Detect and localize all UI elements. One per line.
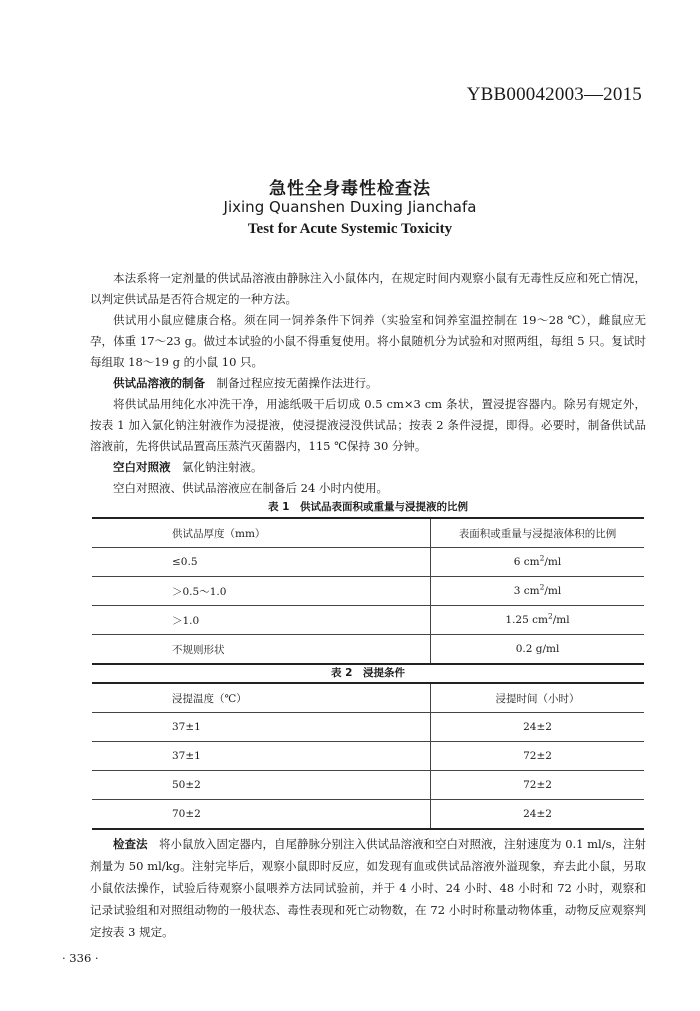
table2-extraction-conditions — [92, 682, 644, 830]
table1-cell-ratio — [431, 635, 645, 665]
table1-cell-thickness: ≤0.5 — [92, 548, 431, 577]
table1-cell-ratio — [431, 548, 645, 577]
table1-ratio — [92, 517, 644, 665]
ratio-sup: 2 — [547, 611, 553, 621]
table-row — [92, 742, 644, 771]
blank-control-heading: 空白对照液 — [113, 460, 171, 474]
table-row — [92, 635, 644, 665]
standard-code: YBB00042003—2015 — [466, 84, 642, 105]
table1-cell-thickness: ＞1.0 — [92, 606, 431, 635]
preparation-heading: 供试品溶液的制备 — [113, 376, 205, 390]
table2-cell-temperature: 37±1 — [92, 742, 431, 771]
method-heading: 检查法 — [113, 837, 148, 851]
paragraph-method — [90, 833, 646, 943]
ratio-value: 0.2 g/ml — [515, 643, 560, 655]
table1-cell-ratio — [431, 606, 645, 635]
title-pinyin: Jixing Quanshen Duxing Jianchafa — [223, 198, 477, 216]
paragraph-blank-control — [90, 457, 646, 478]
table-row — [92, 577, 644, 606]
paragraph-animals: 供试用小鼠应健康合格。须在同一饲养条件下饲养（实验室和饲养室温控制在 19～28 ℃），雌鼠应无孕，体重 17～23 g。做过本试验的小鼠不得重复使用。将小鼠随机分为试验和对照两组，每组 5 只。复试时每组取 18～19 g 的小鼠 10 只。 — [90, 313, 646, 369]
paragraph-usage-time: 空白对照液、供试品溶液应在制备后 24 小时内使用。 — [113, 481, 388, 495]
table1-cell-ratio — [431, 577, 645, 606]
table-row — [92, 800, 644, 830]
preparation-text: 制备过程应按无菌操作法进行。 — [216, 376, 378, 390]
ratio-sup: 2 — [539, 553, 545, 563]
table1-cell-thickness: 不规则形状 — [92, 635, 431, 665]
table2-cell-time: 72±2 — [431, 771, 645, 800]
table2-header-row — [92, 683, 644, 713]
method-text: 将小鼠放入固定器内，自尾静脉分别注入供试品溶液和空白对照液，注射速度为 0.1 ml/s，注射剂量为 50 ml/kg。注射完毕后，观察小鼠即时反应，如发现有血或供试品溶液外溢现象，弃去此小鼠，另取小鼠依法操作，试验后待观察小鼠喂养方法同试验前，并于 4 小时、24 小时、48 小时和 72 小时，观察和记录试验组和对照组动物的一般状态、毒性表现和死亡动物数，在 72 小时时称量动物体重，动物反应观察判定按表 3 规定。 — [90, 837, 647, 939]
table1-header-ratio: 表面积或重量与浸提液体积的比例 — [431, 518, 645, 548]
ratio-value: 3 cm — [513, 585, 540, 597]
table-row — [92, 771, 644, 800]
table2-caption: 表 2 浸提条件 — [331, 667, 405, 679]
table-row — [92, 606, 644, 635]
paragraph-preparation — [90, 373, 646, 394]
blank-control-text: 氯化钠注射液。 — [182, 460, 263, 474]
table2-header-temperature: 浸提温度（℃） — [92, 683, 431, 713]
ratio-unit: /ml — [552, 614, 570, 626]
title-english: Test for Acute Systemic Toxicity — [247, 221, 453, 237]
table-row — [92, 713, 644, 742]
table2-cell-time: 24±2 — [431, 713, 645, 742]
ratio-sup: 2 — [539, 582, 545, 592]
table2-cell-temperature: 70±2 — [92, 800, 431, 830]
method-section — [90, 833, 646, 943]
paragraph-extraction: 将供试品用纯化水冲洗干净，用滤纸吸干后切成 0.5 cm×3 cm 条状，置浸提容器内。除另有规定外，按表 1 加入氯化钠注射液作为浸提液，使浸提液浸没供试品；按表 2 条件浸提，即得。必要时，制备供试品溶液前，先将供试品置高压蒸汽灭菌器内，115 ℃保持 30 分钟。 — [90, 397, 646, 453]
table2-cell-temperature: 50±2 — [92, 771, 431, 800]
table1-header-row — [92, 518, 644, 548]
table1-header-thickness: 供试品厚度（mm） — [92, 518, 431, 548]
table2-cell-time: 24±2 — [431, 800, 645, 830]
table1-caption: 表 1 供试品表面积或重量与浸提液的比例 — [268, 501, 468, 513]
table-row — [92, 548, 644, 577]
table1-cell-thickness: ＞0.5～1.0 — [92, 577, 431, 606]
ratio-value: 6 cm — [513, 556, 540, 568]
table2-cell-time: 72±2 — [431, 742, 645, 771]
ratio-unit: /ml — [544, 556, 562, 568]
ratio-unit: /ml — [544, 585, 562, 597]
table2-cell-temperature: 37±1 — [92, 713, 431, 742]
table2-header-time: 浸提时间（小时） — [431, 683, 645, 713]
intro-section — [90, 268, 646, 499]
paragraph-scope: 本法系将一定剂量的供试品溶液由静脉注入小鼠体内，在规定时间内观察小鼠有无毒性反应和死亡情况，以判定供试品是否符合规定的一种方法。 — [90, 271, 646, 306]
title-chinese: 急性全身毒性检查法 — [269, 179, 431, 199]
ratio-value: 1.25 cm — [505, 614, 548, 626]
page-number: · 336 · — [62, 951, 99, 965]
